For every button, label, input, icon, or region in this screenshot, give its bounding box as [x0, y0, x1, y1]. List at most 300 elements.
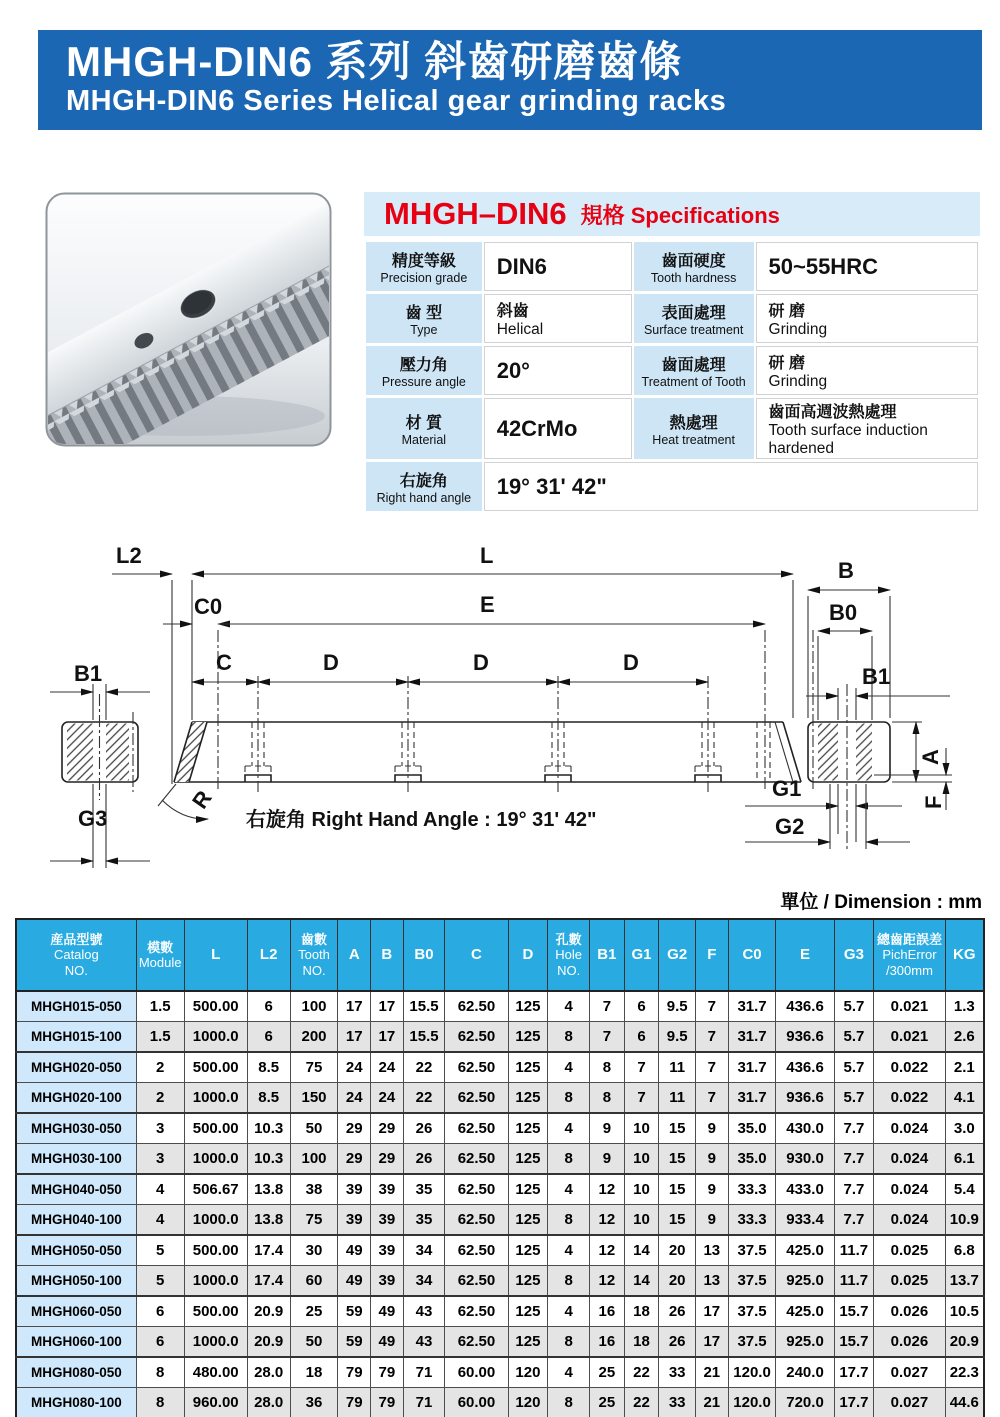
- value-cell: 7: [696, 991, 729, 1022]
- value-cell: 2: [136, 1083, 184, 1114]
- column-header-D: [508, 919, 548, 991]
- value-cell: 2.6: [945, 1022, 984, 1053]
- value-cell: 1000.0: [184, 1266, 247, 1297]
- table-row: [16, 1205, 984, 1236]
- value-cell: 39: [371, 1174, 404, 1205]
- dim-g3: [50, 784, 150, 868]
- page-header: [38, 30, 982, 130]
- value-cell: 500.00: [184, 991, 247, 1022]
- column-header-text: A: [348, 946, 360, 964]
- value-cell: 125: [508, 1205, 548, 1236]
- value-cell: 50: [290, 1327, 338, 1358]
- value-cell: 12: [590, 1266, 625, 1297]
- value-cell: 7.7: [834, 1205, 874, 1236]
- table-row: [16, 1174, 984, 1205]
- value-cell: 500.00: [184, 1113, 247, 1144]
- value-cell: 1000.0: [184, 1083, 247, 1114]
- value-cell: 12: [590, 1235, 625, 1266]
- value-cell: 125: [508, 1052, 548, 1083]
- column-header-B1: [590, 919, 625, 991]
- table-row: [16, 1083, 984, 1114]
- value-cell: 15.7: [834, 1296, 874, 1327]
- column-header-G3: [834, 919, 874, 991]
- value-cell: 21: [696, 1357, 729, 1388]
- dim-a: [892, 722, 952, 782]
- value-cell: 62.50: [445, 1205, 508, 1236]
- spec-row: [366, 398, 978, 459]
- spec-label: 精度等級 Precision grade: [366, 242, 482, 291]
- table-row: [16, 1144, 984, 1175]
- value-cell: 33: [659, 1357, 696, 1388]
- value-cell: 7: [696, 1083, 729, 1114]
- value-cell: 17.4: [247, 1235, 290, 1266]
- value-cell: 14: [624, 1266, 659, 1297]
- value-cell: 25: [290, 1296, 338, 1327]
- value-cell: 79: [371, 1357, 404, 1388]
- value-cell: 5.7: [834, 1052, 874, 1083]
- value-cell: 125: [508, 1022, 548, 1053]
- value-cell: 13.7: [945, 1266, 984, 1297]
- value-cell: 20.9: [247, 1296, 290, 1327]
- column-header-text: 齒數: [300, 932, 327, 947]
- column-header-text: /300mm: [885, 962, 933, 978]
- dim-label-c0: C0: [194, 594, 223, 619]
- value-cell: 31.7: [728, 1083, 776, 1114]
- value-cell: 425.0: [776, 1296, 834, 1327]
- value-cell: 125: [508, 1327, 548, 1358]
- column-header-F: [696, 919, 729, 991]
- value-cell: 60.00: [445, 1357, 508, 1388]
- dim-label-g3: G3: [78, 806, 108, 831]
- spec-label: 齒 型 Type: [366, 294, 482, 343]
- value-cell: 15: [659, 1113, 696, 1144]
- right-hand-angle-note: 右旋角 Right Hand Angle : 19° 31' 42": [246, 809, 597, 831]
- dim-label-b1-left: B1: [74, 661, 103, 686]
- value-cell: 500.00: [184, 1052, 247, 1083]
- column-header-text: Hole: [555, 947, 583, 963]
- value-cell: 62.50: [445, 1113, 508, 1144]
- catalog-cell: MHGH020-050: [16, 1052, 136, 1083]
- value-cell: 0.027: [874, 1357, 945, 1388]
- column-header-A: [338, 919, 371, 991]
- value-cell: 13.8: [247, 1205, 290, 1236]
- value-cell: 17.7: [834, 1357, 874, 1388]
- table-row: [16, 991, 984, 1022]
- column-header-text: NO.: [64, 962, 88, 978]
- technical-diagram-svg: [0, 534, 1000, 882]
- value-cell: 28.0: [247, 1388, 290, 1417]
- column-header-text: NO.: [302, 962, 326, 978]
- value-cell: 1.5: [136, 991, 184, 1022]
- value-cell: 24: [371, 1083, 404, 1114]
- value-cell: 14: [624, 1235, 659, 1266]
- spec-row: [366, 346, 978, 395]
- spec-label: 壓力角 Pressure angle: [366, 346, 482, 395]
- value-cell: 6.8: [945, 1235, 984, 1266]
- value-cell: 7: [590, 991, 625, 1022]
- dim-l2-l: [112, 543, 793, 784]
- column-header-text: D: [522, 946, 534, 964]
- value-cell: 1000.0: [184, 1327, 247, 1358]
- column-header-L: [184, 919, 247, 991]
- column-header-C: [445, 919, 508, 991]
- dimension-unit-note: 單位 / Dimension : mm: [780, 892, 982, 913]
- column-header-text: Tooth: [298, 947, 330, 963]
- spec-value: 42CrMo: [484, 398, 632, 459]
- value-cell: 18: [624, 1327, 659, 1358]
- value-cell: 4: [548, 991, 590, 1022]
- value-cell: 436.6: [776, 1052, 834, 1083]
- value-cell: 6: [247, 991, 290, 1022]
- value-cell: 8: [548, 1327, 590, 1358]
- spec-label: 熱處理 Heat treatment: [634, 398, 754, 459]
- value-cell: 35.0: [728, 1144, 776, 1175]
- value-cell: 17: [338, 1022, 371, 1053]
- value-cell: 500.00: [184, 1235, 247, 1266]
- value-cell: 33.3: [728, 1205, 776, 1236]
- value-cell: 10.5: [945, 1296, 984, 1327]
- column-header-text: 産品型號: [50, 932, 103, 947]
- value-cell: 5.7: [834, 991, 874, 1022]
- dim-label-d: D: [323, 650, 339, 675]
- value-cell: 21: [696, 1388, 729, 1417]
- value-cell: 22: [624, 1357, 659, 1388]
- value-cell: 9.5: [659, 1022, 696, 1053]
- value-cell: 20: [659, 1235, 696, 1266]
- column-header-text: C: [471, 946, 482, 964]
- value-cell: 10.3: [247, 1113, 290, 1144]
- dim-label-r: R: [187, 785, 217, 814]
- value-cell: 31.7: [728, 1022, 776, 1053]
- value-cell: 24: [371, 1052, 404, 1083]
- column-header-text: F: [707, 946, 717, 964]
- spec-value: 斜齒 Helical: [484, 294, 632, 343]
- dim-label-c: C: [216, 650, 232, 675]
- value-cell: 71: [403, 1357, 445, 1388]
- value-cell: 4.1: [945, 1083, 984, 1114]
- table-body: [16, 991, 984, 1417]
- value-cell: 39: [371, 1266, 404, 1297]
- value-cell: 35: [403, 1174, 445, 1205]
- value-cell: 37.5: [728, 1235, 776, 1266]
- table-row: [16, 1052, 984, 1083]
- column-header-text: B: [381, 946, 393, 964]
- spec-title: [364, 192, 980, 236]
- catalog-cell: MHGH080-100: [16, 1388, 136, 1417]
- value-cell: 15: [659, 1174, 696, 1205]
- value-cell: 9: [696, 1174, 729, 1205]
- value-cell: 936.6: [776, 1083, 834, 1114]
- value-cell: 30: [290, 1235, 338, 1266]
- t-slot: [245, 676, 271, 792]
- value-cell: 125: [508, 1266, 548, 1297]
- value-cell: 120.0: [728, 1388, 776, 1417]
- product-photo: [45, 192, 332, 447]
- value-cell: 12: [590, 1174, 625, 1205]
- value-cell: 0.024: [874, 1174, 945, 1205]
- value-cell: 9: [696, 1144, 729, 1175]
- value-cell: 62.50: [445, 1022, 508, 1053]
- dim-label-a: A: [918, 749, 943, 765]
- value-cell: 6: [247, 1022, 290, 1053]
- value-cell: 13: [696, 1266, 729, 1297]
- value-cell: 500.00: [184, 1296, 247, 1327]
- technical-diagram: [0, 534, 1000, 887]
- value-cell: 100: [290, 991, 338, 1022]
- value-cell: 39: [338, 1205, 371, 1236]
- value-cell: 6.1: [945, 1144, 984, 1175]
- value-cell: 8: [548, 1022, 590, 1053]
- value-cell: 13.8: [247, 1174, 290, 1205]
- value-cell: 4: [548, 1052, 590, 1083]
- value-cell: 4: [548, 1113, 590, 1144]
- value-cell: 430.0: [776, 1113, 834, 1144]
- value-cell: 71: [403, 1388, 445, 1417]
- spec-row: [366, 462, 978, 511]
- spec-value: 研 磨 Grinding: [756, 346, 978, 395]
- page-title-en: MHGH-DIN6 Series Helical gear grinding racks: [66, 85, 727, 118]
- table-row: [16, 1266, 984, 1297]
- dim-label-b0: B0: [829, 600, 858, 625]
- column-header-text: Module: [138, 955, 182, 970]
- column-header-Tooth: [290, 919, 338, 991]
- value-cell: 120: [508, 1388, 548, 1417]
- value-cell: 10.3: [247, 1144, 290, 1175]
- value-cell: 49: [371, 1327, 404, 1358]
- value-cell: 3.0: [945, 1113, 984, 1144]
- column-header-text: B1: [597, 946, 617, 964]
- value-cell: 10: [624, 1205, 659, 1236]
- value-cell: 39: [371, 1205, 404, 1236]
- column-header-G1: [624, 919, 659, 991]
- value-cell: 35.0: [728, 1113, 776, 1144]
- table-row: [16, 1357, 984, 1388]
- column-header-text: 模數: [147, 939, 174, 955]
- dim-label-f: F: [921, 795, 946, 809]
- value-cell: 125: [508, 1083, 548, 1114]
- value-cell: 0.025: [874, 1266, 945, 1297]
- value-cell: 17: [696, 1296, 729, 1327]
- value-cell: 10: [624, 1174, 659, 1205]
- table-row: [16, 1296, 984, 1327]
- value-cell: 11.7: [834, 1266, 874, 1297]
- column-header-text: G3: [843, 946, 864, 964]
- value-cell: 125: [508, 1144, 548, 1175]
- value-cell: 7: [696, 1052, 729, 1083]
- value-cell: 8: [136, 1357, 184, 1388]
- value-cell: 18: [290, 1357, 338, 1388]
- column-header-text: PichError: [882, 947, 937, 963]
- value-cell: 9.5: [659, 991, 696, 1022]
- value-cell: 9: [696, 1205, 729, 1236]
- value-cell: 13: [696, 1235, 729, 1266]
- value-cell: 7.7: [834, 1144, 874, 1175]
- spec-value: 19° 31' 42": [484, 462, 978, 511]
- spec-label: 右旋角 Right hand angle: [366, 462, 482, 511]
- value-cell: 38: [290, 1174, 338, 1205]
- value-cell: 34: [403, 1266, 445, 1297]
- column-header-text: L: [211, 946, 221, 964]
- value-cell: 59: [338, 1296, 371, 1327]
- column-header-text: C0: [742, 946, 762, 964]
- column-header-text: Catalog: [53, 947, 99, 963]
- catalog-cell: MHGH020-100: [16, 1083, 136, 1114]
- column-header-text: 孔數: [555, 932, 582, 947]
- column-header-text: KG: [953, 946, 976, 964]
- spec-title-suffix: 規格 Specifications: [580, 202, 780, 228]
- value-cell: 9: [590, 1113, 625, 1144]
- value-cell: 26: [659, 1296, 696, 1327]
- value-cell: 15.7: [834, 1327, 874, 1358]
- dim-label-g1: G1: [772, 776, 802, 801]
- value-cell: 17: [371, 991, 404, 1022]
- value-cell: 17: [371, 1022, 404, 1053]
- spec-label: 材 質 Material: [366, 398, 482, 459]
- value-cell: 22.3: [945, 1357, 984, 1388]
- dim-c-d: [192, 650, 708, 682]
- t-slot: [545, 676, 571, 792]
- value-cell: 79: [338, 1388, 371, 1417]
- value-cell: 11: [659, 1052, 696, 1083]
- value-cell: 925.0: [776, 1266, 834, 1297]
- dim-label-g2: G2: [775, 814, 805, 839]
- value-cell: 43: [403, 1296, 445, 1327]
- value-cell: 433.0: [776, 1174, 834, 1205]
- value-cell: 31.7: [728, 1052, 776, 1083]
- value-cell: 39: [338, 1174, 371, 1205]
- value-cell: 49: [338, 1235, 371, 1266]
- table-header: [16, 919, 984, 991]
- value-cell: 62.50: [445, 1052, 508, 1083]
- value-cell: 29: [338, 1113, 371, 1144]
- value-cell: 75: [290, 1205, 338, 1236]
- value-cell: 4: [136, 1205, 184, 1236]
- column-header-text: G2: [667, 946, 688, 964]
- column-header-PichError: [874, 919, 945, 991]
- catalog-cell: MHGH050-050: [16, 1235, 136, 1266]
- value-cell: 79: [338, 1357, 371, 1388]
- value-cell: 150: [290, 1083, 338, 1114]
- dim-label-d: D: [623, 650, 639, 675]
- value-cell: 37.5: [728, 1296, 776, 1327]
- value-cell: 44.6: [945, 1388, 984, 1417]
- spec-value: DIN6: [484, 242, 632, 291]
- value-cell: 480.00: [184, 1357, 247, 1388]
- spec-label: 表面處理 Surface treatment: [634, 294, 754, 343]
- value-cell: 24: [338, 1052, 371, 1083]
- value-cell: 59: [338, 1327, 371, 1358]
- value-cell: 436.6: [776, 991, 834, 1022]
- value-cell: 506.67: [184, 1174, 247, 1205]
- value-cell: 26: [403, 1144, 445, 1175]
- dim-g1: [745, 776, 902, 842]
- value-cell: 1000.0: [184, 1144, 247, 1175]
- value-cell: 9: [696, 1113, 729, 1144]
- value-cell: 425.0: [776, 1235, 834, 1266]
- value-cell: 11: [659, 1083, 696, 1114]
- dim-label-l2: L2: [116, 543, 142, 568]
- value-cell: 0.025: [874, 1235, 945, 1266]
- value-cell: 62.50: [445, 1296, 508, 1327]
- table-row: [16, 1388, 984, 1417]
- column-header-text: E: [800, 946, 811, 964]
- catalog-cell: MHGH015-050: [16, 991, 136, 1022]
- value-cell: 24: [338, 1083, 371, 1114]
- value-cell: 0.024: [874, 1205, 945, 1236]
- value-cell: 125: [508, 1174, 548, 1205]
- spec-row: [366, 242, 978, 291]
- value-cell: 39: [371, 1235, 404, 1266]
- column-header-G2: [659, 919, 696, 991]
- value-cell: 4: [548, 1235, 590, 1266]
- value-cell: 8: [136, 1388, 184, 1417]
- value-cell: 37.5: [728, 1327, 776, 1358]
- spec-row: [366, 294, 978, 343]
- value-cell: 22: [624, 1388, 659, 1417]
- angle-r-annotation: [158, 784, 217, 819]
- dim-label-b1-right: B1: [862, 664, 891, 689]
- column-header-B: [371, 919, 404, 991]
- catalog-cell: MHGH040-100: [16, 1205, 136, 1236]
- value-cell: 933.4: [776, 1205, 834, 1236]
- value-cell: 16: [590, 1327, 625, 1358]
- value-cell: 33.3: [728, 1174, 776, 1205]
- value-cell: 8: [548, 1388, 590, 1417]
- dim-label-e: E: [480, 592, 495, 617]
- value-cell: 16: [590, 1296, 625, 1327]
- value-cell: 4: [548, 1296, 590, 1327]
- value-cell: 125: [508, 991, 548, 1022]
- value-cell: 33: [659, 1388, 696, 1417]
- value-cell: 49: [371, 1296, 404, 1327]
- value-cell: 1000.0: [184, 1205, 247, 1236]
- value-cell: 26: [403, 1113, 445, 1144]
- column-header-text: G1: [631, 946, 652, 964]
- value-cell: 0.021: [874, 991, 945, 1022]
- value-cell: 10: [624, 1113, 659, 1144]
- table-row: [16, 1235, 984, 1266]
- value-cell: 17: [696, 1327, 729, 1358]
- top-section: [45, 192, 980, 514]
- column-header-text: 總齒距誤差: [876, 932, 942, 947]
- value-cell: 62.50: [445, 1083, 508, 1114]
- value-cell: 29: [338, 1144, 371, 1175]
- catalog-cell: MHGH060-050: [16, 1296, 136, 1327]
- value-cell: 0.022: [874, 1052, 945, 1083]
- value-cell: 49: [338, 1266, 371, 1297]
- dim-label-b: B: [838, 558, 854, 583]
- spec-value: 20°: [484, 346, 632, 395]
- page-title-zh: MHGH-DIN6 系列 斜齒研磨齒條: [66, 38, 683, 85]
- value-cell: 4: [548, 1174, 590, 1205]
- value-cell: 120.0: [728, 1357, 776, 1388]
- column-header-text: NO.: [557, 962, 581, 978]
- spec-label: 齒面硬度 Tooth hardness: [634, 242, 754, 291]
- value-cell: 7.7: [834, 1174, 874, 1205]
- spec-value: 齒面高週波熱處理 Tooth surface induction hardened: [756, 398, 978, 459]
- value-cell: 0.027: [874, 1388, 945, 1417]
- value-cell: 7.7: [834, 1113, 874, 1144]
- value-cell: 50: [290, 1113, 338, 1144]
- value-cell: 20: [659, 1266, 696, 1297]
- value-cell: 60.00: [445, 1388, 508, 1417]
- dim-b: [808, 558, 890, 718]
- value-cell: 8: [548, 1083, 590, 1114]
- value-cell: 79: [371, 1388, 404, 1417]
- value-cell: 0.022: [874, 1083, 945, 1114]
- column-header-Module: [136, 919, 184, 991]
- value-cell: 6: [136, 1296, 184, 1327]
